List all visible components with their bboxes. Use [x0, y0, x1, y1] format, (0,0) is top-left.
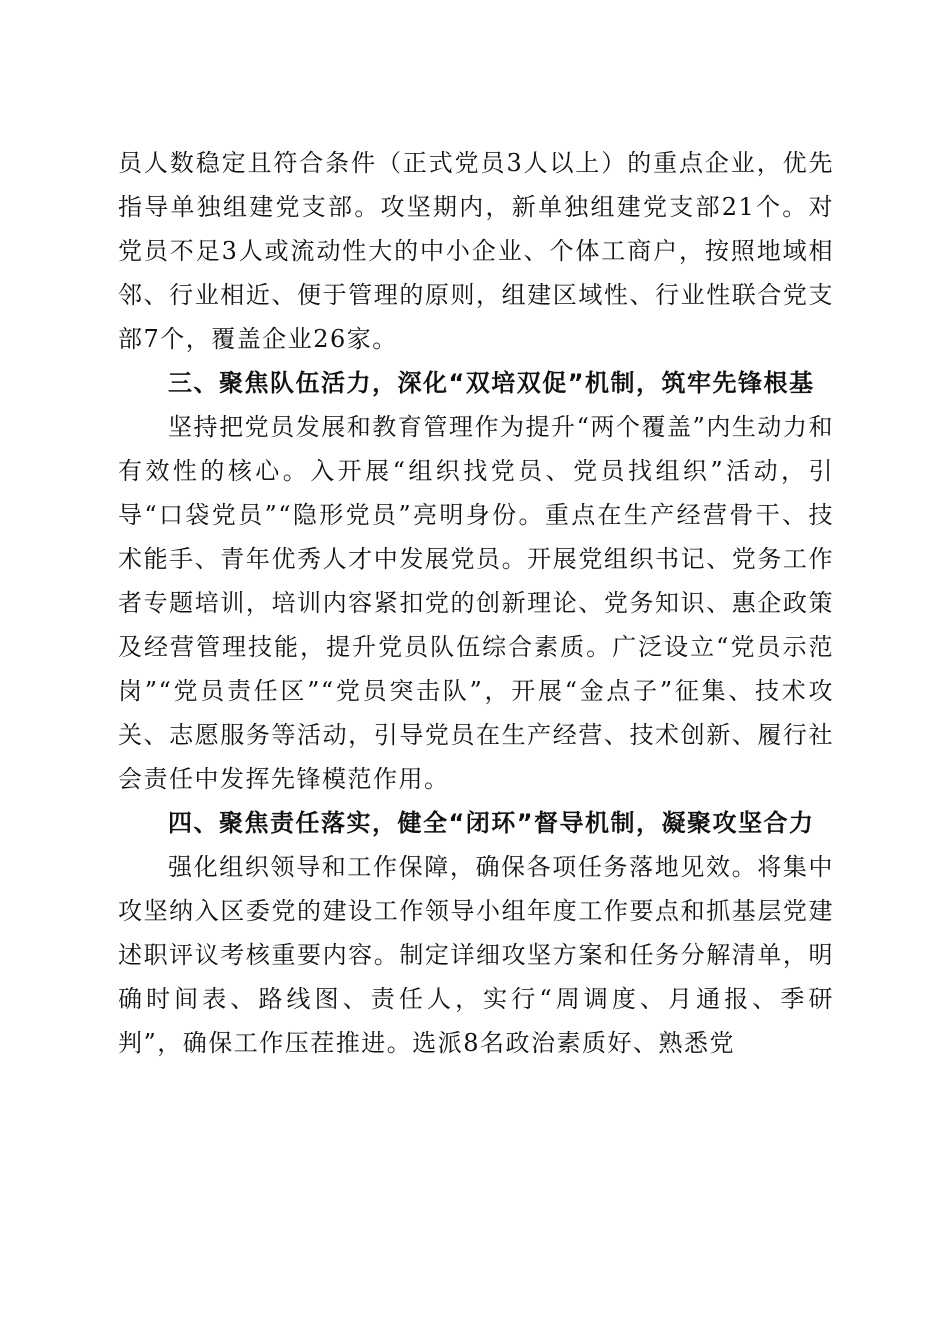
section-heading-3: 三、聚焦队伍活力，深化“双培双促”机制，筑牢先锋根基: [168, 369, 815, 397]
section-heading-4: 四、聚焦责任落实，健全“闭环”督导机制，凝聚攻坚合力: [168, 809, 815, 837]
body-paragraph-1: 员人数稳定且符合条件（正式党员3人以上）的重点企业，优先指导单独组建党支部。攻坚期内，新单独组建党支部21个。对党员不足3人或流动性大的中小企业、个体工商户，按照地域相邻、行业相近、便于管理的原则，组建区域性、行业性联合党支部7个，覆盖企业26家。: [118, 149, 834, 353]
body-paragraph-3: 强化组织领导和工作保障，确保各项任务落地见效。将集中攻坚纳入区委党的建设工作领导小组年度工作要点和抓基层党建述职评议考核重要内容。制定详细攻坚方案和任务分解清单，明确时间表、路线图、责任人，实行“周调度、月通报、季研判”，确保工作压茬推进。选派8名政治素质好、熟悉党: [118, 853, 834, 1057]
body-paragraph-2: 坚持把党员发展和教育管理作为提升“两个覆盖”内生动力和有效性的核心。入开展“组织找党员、党员找组织”活动，引导“口袋党员”“隐形党员”亮明身份。重点在生产经营骨干、技术能手、青年优秀人才中发展党员。开展党组织书记、党务工作者专题培训，培训内容紧扣党的创新理论、党务知识、惠企政策及经营管理技能，提升党员队伍综合素质。广泛设立“党员示范岗”“党员责任区”“党员突击队”，开展“金点子”征集、技术攻关、志愿服务等活动，引导党员在生产经营、技术创新、履行社会责任中发挥先锋模范作用。: [118, 413, 834, 793]
document-body: [118, 141, 834, 1065]
